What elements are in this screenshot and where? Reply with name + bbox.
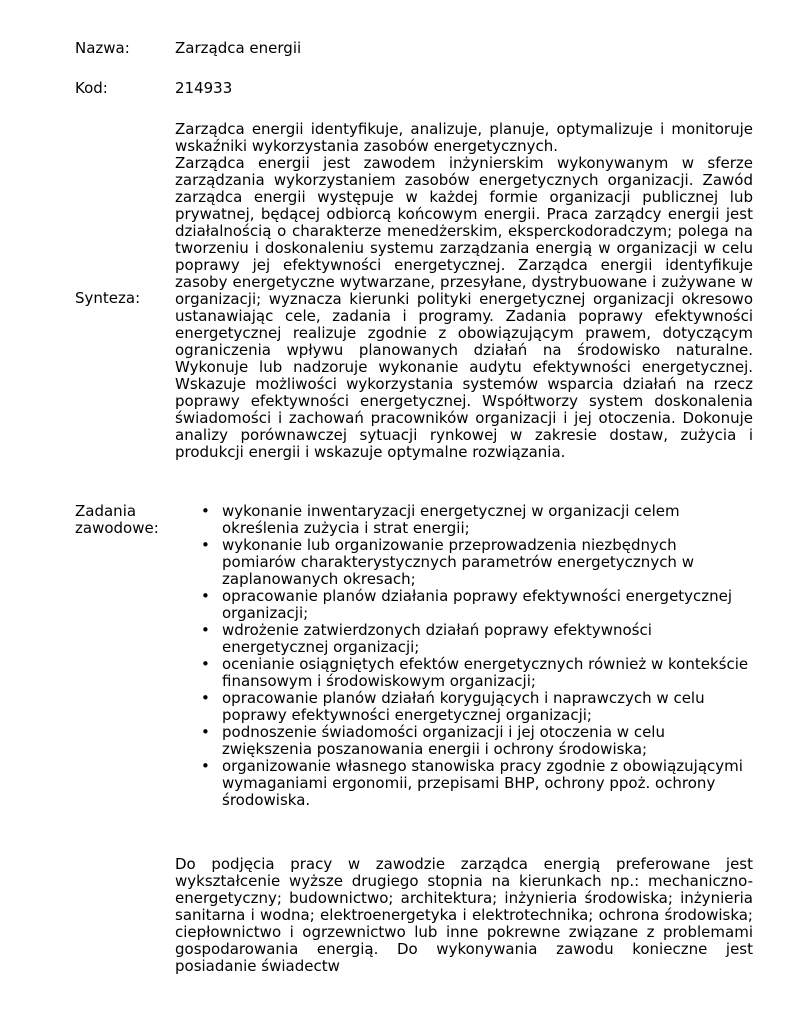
list-item <box>175 758 753 809</box>
wyksztalcenie-text: Do podjęcia pracy w zawodzie zarządca energią preferowane jest wykształcenie wyższe drugiego stopnia na kierunkach np.: mechaniczno-energetyczny; budownictwo; architektura; inżynieria środowiska; inżynieria sanitarna i wodna; elektroenergetyka i elektrotechnika; ochrona środowiska; ciepłownictwo i ogrzewnictwo lub inne pokrewne związane z problemami gospodarowania energią. Do wykonywania zawodu konieczne jest posiadanie świadectw <box>175 855 753 975</box>
bullet-icon: • <box>201 621 210 639</box>
bullet-icon: • <box>201 587 210 605</box>
synteza-label: Synteza: <box>75 289 141 307</box>
bullet-icon: • <box>201 655 210 673</box>
list-item <box>175 724 753 758</box>
bullet-icon: • <box>201 689 210 707</box>
nazwa-label: Nazwa: <box>75 39 130 57</box>
list-item-text: wykonanie inwentaryzacji energetycznej w organizacji celem określenia zużycia i strat energii; <box>222 502 680 537</box>
bullet-icon: • <box>201 502 210 520</box>
list-item-text: podnoszenie świadomości organizacji i jej otoczenia w celu zwiększenia poszanowania energii i ochrony środowiska; <box>222 723 665 758</box>
synteza-text <box>175 121 753 461</box>
synteza-paragraph-2: Zarządca energii jest zawodem inżynierskim wykonywanym w sferze zarządzania wykorzystaniem zasobów energetycznych organizacji. Zawód zarządca energii występuje w każdej formie organizacji publicznej lub prywatnej, będącej odbiorcą końcowym energii. Praca zarządcy energii jest działalnością o charakterze menedżerskim, eksperckodoradczym; polega na tworzeniu i doskonaleniu systemu zarządzania energią w organizacji w celu poprawy jej efektywności energetycznej. Zarządca energii identyfikuje zasoby energetyczne wytwarzane, przesyłane, dystrybuowane i zużywane w organizacji; wyznacza kierunki polityki energetycznej organizacji okresowo ustanawiając cele, zadania i programy. Zadania poprawy efektywności energetycznej realizuje zgodnie z obowiązującym prawem, dotyczącym ograniczenia wpływu planowanych działań na środowisko naturalne. Wykonuje lub nadzoruje wykonanie audytu efektywności energetycznej. Wskazuje możliwości wykorzystania systemów wsparcia działań na rzecz poprawy efektywności energetycznej. Współtworzy system doskonalenia świadomości i zachowań pracowników organizacji i jej otoczenia. Dokonuje analizy porównawczej sytuacji rynkowej w zakresie dostaw, zużycia i produkcji energii i wskazuje optymalne rozwiązania. <box>175 154 753 461</box>
list-item <box>175 690 753 724</box>
list-item-text: wykonanie lub organizowanie przeprowadzenia niezbędnych pomiarów charakterystycznych parametrów energetycznych w zaplanowanych okresach; <box>222 536 694 588</box>
list-item-text: opracowanie planów działań korygujących i naprawczych w celu poprawy efektywności energetycznej organizacji; <box>222 689 705 724</box>
list-item-text: wdrożenie zatwierdzonych działań poprawy efektywności energetycznej organizacji; <box>222 621 652 656</box>
list-item <box>175 622 753 656</box>
list-item <box>175 503 753 537</box>
list-item-text: opracowanie planów działania poprawy efektywności energetycznej organizacji; <box>222 587 733 622</box>
list-item-text: organizowanie własnego stanowiska pracy zgodnie z obowiązującymi wymaganiami ergonomii, przepisami BHP, ochrony ppoż. ochrony środowiska. <box>222 757 743 809</box>
kod-value: 214933 <box>175 79 233 97</box>
kod-label: Kod: <box>75 79 108 97</box>
zadania-list <box>175 503 753 809</box>
nazwa-value: Zarządca energii <box>175 39 302 57</box>
list-item <box>175 537 753 588</box>
bullet-icon: • <box>201 723 210 741</box>
list-item <box>175 588 753 622</box>
list-item-text: ocenianie osiągniętych efektów energetycznych również w kontekście finansowym i środowiskowym organizacji; <box>222 655 749 690</box>
list-item <box>175 656 753 690</box>
bullet-icon: • <box>201 757 210 775</box>
bullet-icon: • <box>201 536 210 554</box>
synteza-paragraph-1: Zarządca energii identyfikuje, analizuje, planuje, optymalizuje i monitoruje wskaźniki wykorzystania zasobów energetycznych. <box>175 120 753 155</box>
zadania-label: Zadania zawodowe: <box>75 502 159 537</box>
